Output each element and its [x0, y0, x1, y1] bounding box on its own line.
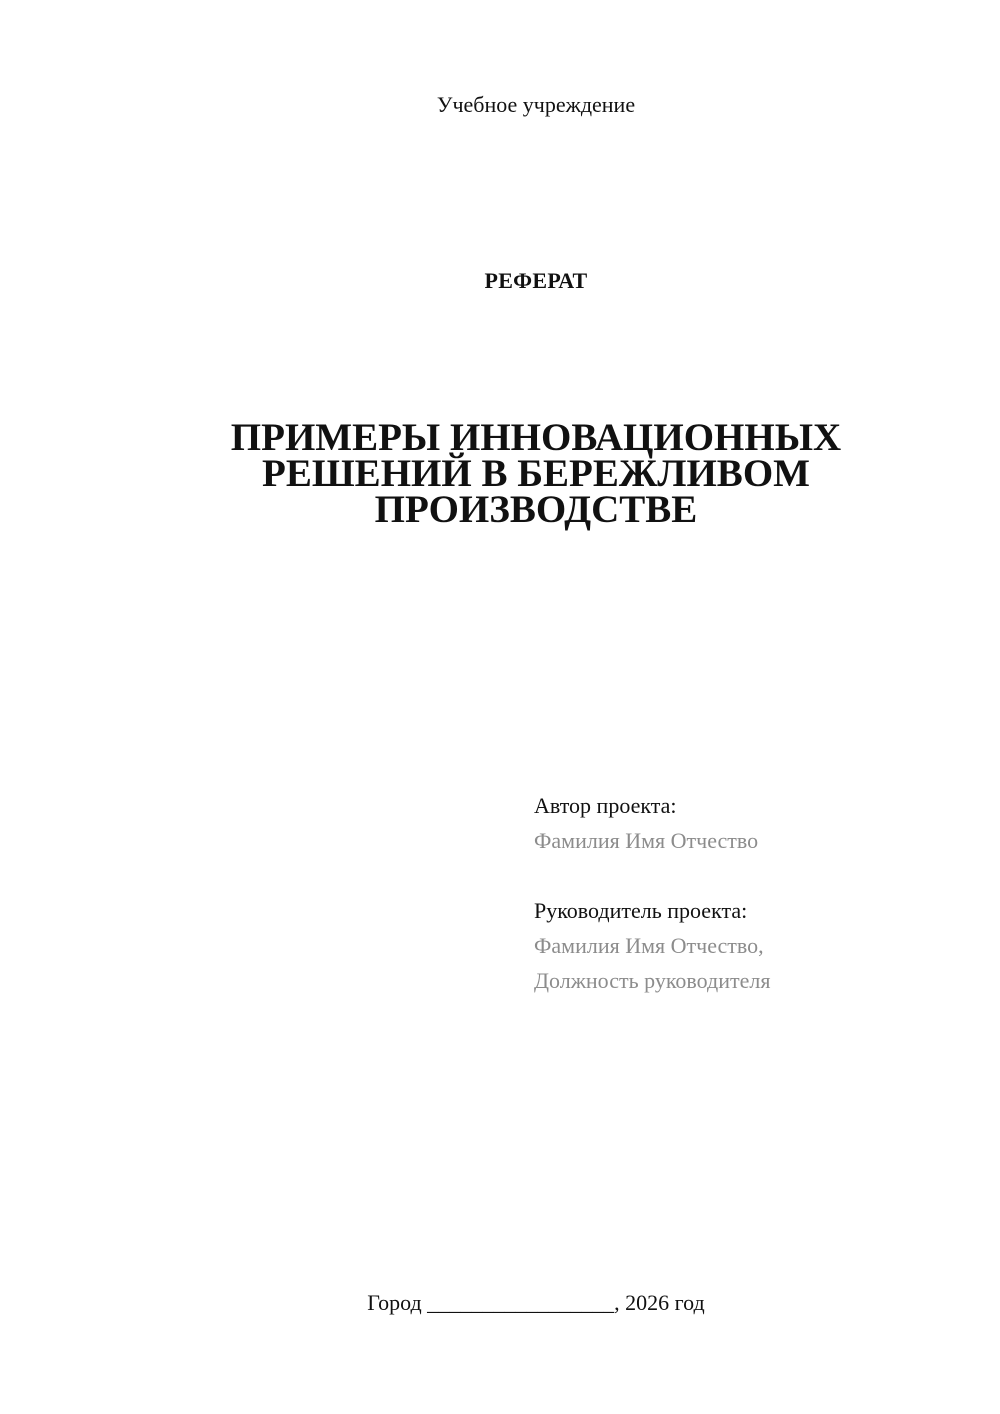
- title-line: ПРОИЗВОДСТВЕ: [374, 488, 698, 531]
- supervisor-position: Должность руководителя: [534, 968, 771, 993]
- institution-name: Учебное учреждение: [436, 92, 636, 117]
- document-type: РЕФЕРАТ: [484, 268, 588, 293]
- spacer: [534, 858, 974, 893]
- supervisor-label: Руководитель проекта:: [534, 898, 748, 923]
- title-line: ПРИМЕРЫ ИННОВАЦИОННЫХ: [230, 416, 842, 459]
- title-line: РЕШЕНИЙ В БЕРЕЖЛИВОМ: [262, 452, 810, 495]
- project-info-block: [534, 788, 974, 998]
- author-label: Автор проекта:: [534, 793, 677, 818]
- document-title: [0, 416, 1000, 531]
- author-name: Фамилия Имя Отчество: [534, 828, 759, 853]
- supervisor-name: Фамилия Имя Отчество,: [534, 933, 764, 958]
- city-year-line: Город _________________, 2026 год: [367, 1290, 705, 1315]
